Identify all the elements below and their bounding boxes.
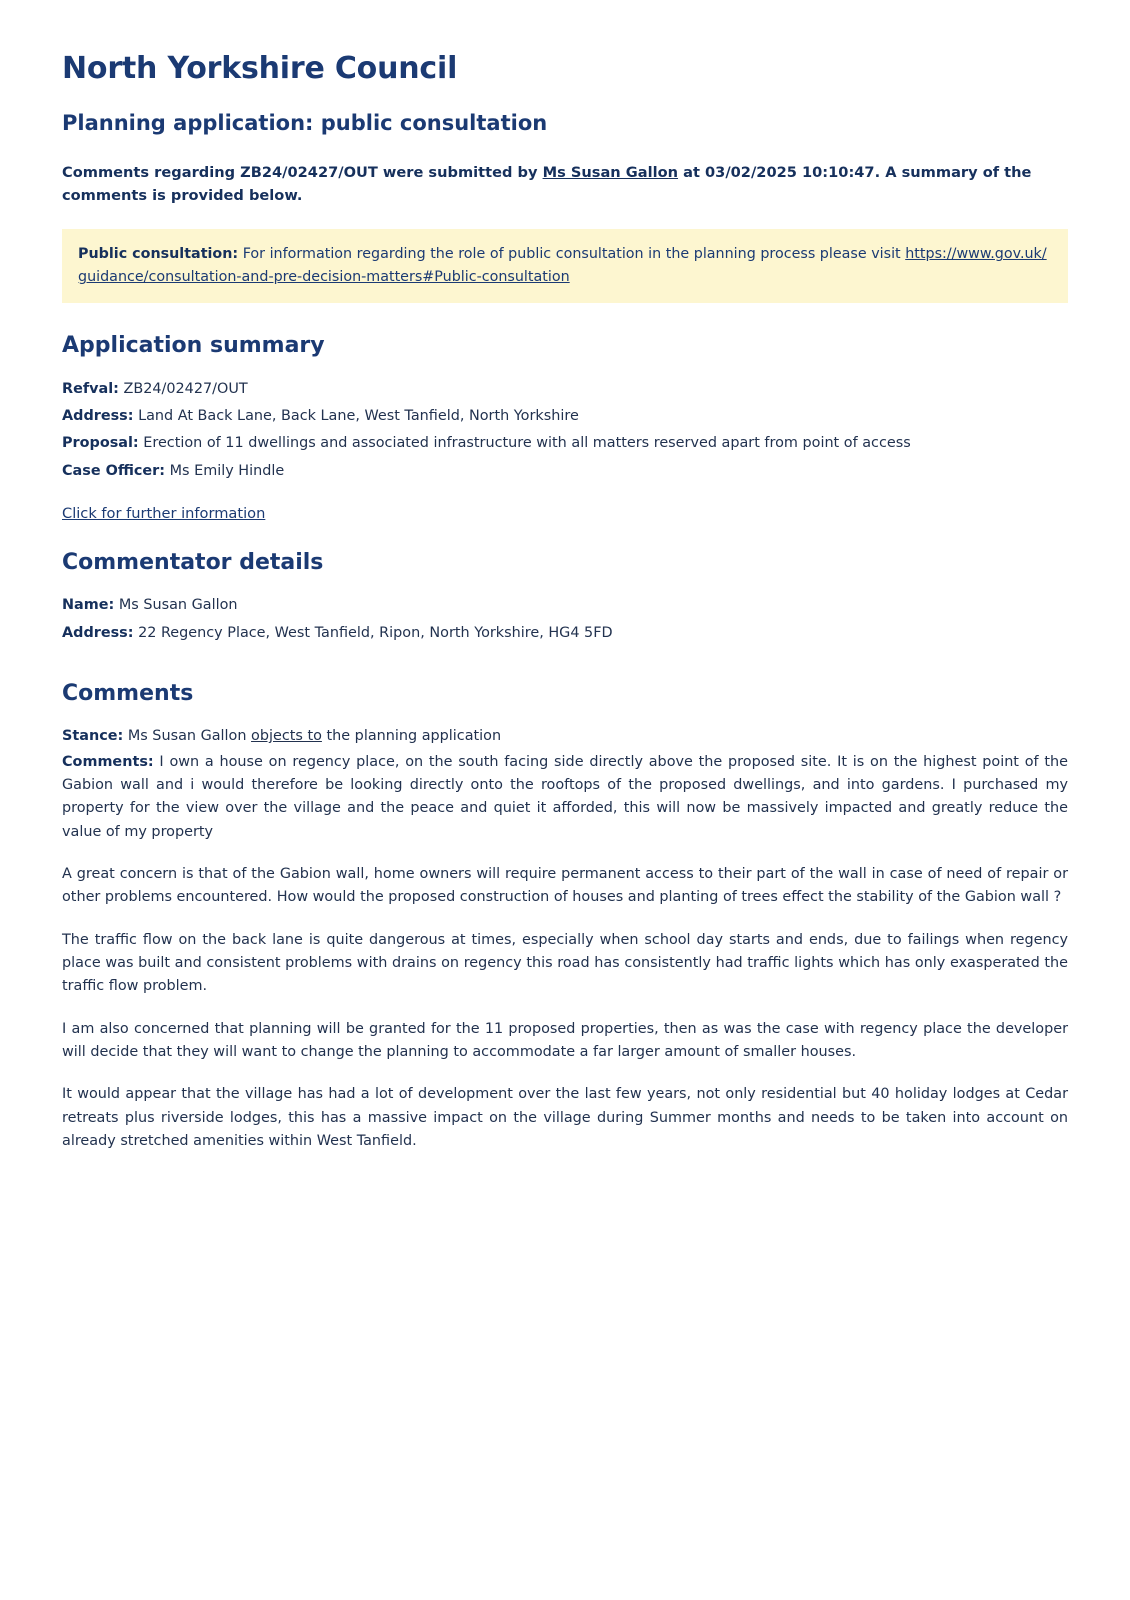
intro-prefix: Comments regarding ZB24/02427/OUT were submitted by: [62, 164, 543, 182]
page-title: Planning application: public consultation: [62, 111, 548, 135]
section-spacer: [62, 667, 1068, 681]
field-refval-label: Refval:: [62, 380, 119, 397]
field-address: [62, 405, 1068, 428]
stance-label: Stance:: [62, 728, 124, 745]
stance-emphasis: objects to: [251, 728, 322, 745]
further-information-line: [62, 505, 1068, 522]
field-commenter-address: [62, 622, 1068, 645]
field-proposal-label: Proposal:: [62, 435, 139, 452]
further-information-link[interactable]: Click for further information: [62, 504, 266, 522]
application-summary-heading: Application summary: [62, 333, 325, 359]
comments-label: Comments:: [62, 753, 154, 770]
submission-summary-line: [62, 162, 1068, 207]
comment-paragraph-3: The traffic flow on the back lane is quite dangerous at times, especially when school day starts and ends, due to failings when regency place was built and consistent problems with drains on regency this road has consistently had traffic lights which has only exasperated the traffic flow problem.: [62, 931, 1068, 995]
application-summary-fields: [62, 378, 1068, 483]
comments-heading: Comments: [62, 680, 194, 706]
field-refval: [62, 378, 1068, 401]
commenter-name-inline: Ms Susan Gallon: [542, 164, 679, 182]
field-commenter-address-label: Address:: [62, 624, 134, 641]
field-commenter-address-value: 22 Regency Place, West Tanfield, Ripon, North Yorkshire, HG4 5FD: [138, 624, 613, 641]
field-address-label: Address:: [62, 407, 134, 424]
organisation-title: North Yorkshire Council: [62, 51, 458, 86]
comments-body: [62, 725, 1068, 1153]
field-case-officer-value: Ms Emily Hindle: [169, 462, 285, 479]
stance-suffix: the planning application: [321, 728, 502, 745]
field-proposal-value: Erection of 11 dwellings and associated infrastructure with all matters reserved apart from point of access: [143, 435, 911, 452]
field-name: [62, 594, 1068, 617]
comment-paragraph-4: I am also concerned that planning will be granted for the 11 proposed properties, then as was the case with regency place the developer will decide that they will want to change the planning to accommodate a far larger amount of smaller houses.: [62, 1020, 1068, 1060]
public-consultation-link[interactable]: https://www.gov.uk/guidance/consultation-and-pre-decision-matters#Public-consultation: [78, 246, 1047, 286]
notice-label: Public consultation:: [78, 246, 239, 263]
notice-text: For information regarding the role of public consultation in the planning process please visit: [238, 246, 906, 263]
stance-line: [62, 725, 1068, 748]
commentator-details-heading: Commentator details: [62, 549, 324, 575]
comment-paragraph-1-text: I own a house on regency place, on the south facing side directly above the proposed site. It is on the highest point of the Gabion wall and i would therefore be looking directly onto the rooftops of the proposed dwellings, and into gardens. I purchased my property for the view over the village and the peace and quiet it afforded, this will now be massively impacted and greatly reduce the value of my property: [62, 753, 1068, 840]
comment-paragraph-2: A great concern is that of the Gabion wall, home owners will require permanent access to their part of the wall in case of need of repair or other problems encountered. How would the proposed construction of houses and planting of trees effect the stability of the Gabion wall ?: [62, 865, 1068, 906]
public-consultation-notice: [62, 229, 1068, 303]
intro-suffix: at 03/02/2025 10:10:47. A summary of the comments is provided below.: [62, 164, 1032, 204]
commentator-details-fields: [62, 594, 1068, 645]
field-address-value: Land At Back Lane, Back Lane, West Tanfield, North Yorkshire: [138, 407, 579, 424]
field-refval-value: ZB24/02427/OUT: [123, 380, 248, 397]
field-case-officer: [62, 460, 1068, 483]
field-case-officer-label: Case Officer:: [62, 462, 166, 479]
field-name-value: Ms Susan Gallon: [118, 597, 238, 614]
comment-paragraph-5: It would appear that the village has had a lot of development over the last few years, not only residential but 40 holiday lodges at Cedar retreats plus riverside lodges, this has a massive impact on the village during Summer months and needs to be taken into account on already stretched amenities within West Tanfield.: [62, 1086, 1068, 1149]
field-name-label: Name:: [62, 597, 115, 614]
comment-paragraph-1: [62, 751, 1068, 844]
field-proposal: [62, 432, 1068, 455]
stance-prefix: Ms Susan Gallon: [123, 728, 252, 745]
